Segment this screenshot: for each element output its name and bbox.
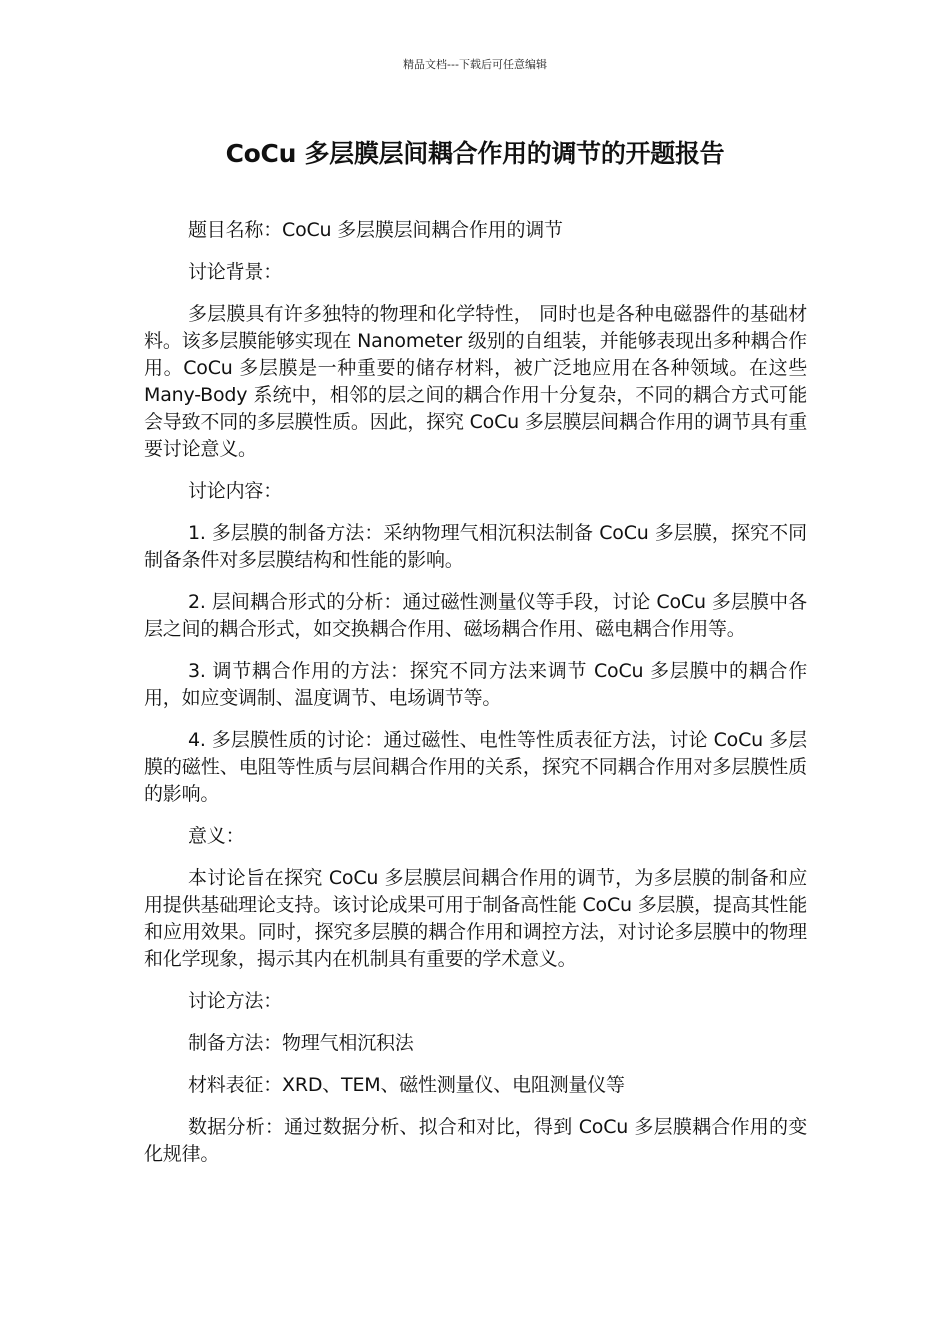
document-title: CoCu 多层膜层间耦合作用的调节的开题报告: [225, 139, 725, 168]
paragraph-content-item-4: 4. 多层膜性质的讨论：通过磁性、电性等性质表征方法，讨论 CoCu 多层膜的磁性、电阻等性质与层间耦合作用的关系，探究不同耦合作用对多层膜性质的影响。: [144, 729, 807, 805]
header-note: 精品文档---下载后可任意编辑: [403, 58, 547, 71]
paragraph-content-item-1: 1. 多层膜的制备方法：采纳物理气相沉积法制备 CoCu 多层膜，探究不同制备条件对多层膜结构和性能的影响。: [144, 522, 807, 571]
heading-content: 讨论内容：: [188, 480, 283, 502]
paragraph-topic-name: 题目名称：CoCu 多层膜层间耦合作用的调节: [188, 219, 563, 241]
paragraph-method-analysis: 数据分析：通过数据分析、拟合和对比，得到 CoCu 多层膜耦合作用的变化规律。: [144, 1116, 807, 1165]
paragraph-content-item-2: 2. 层间耦合形式的分析：通过磁性测量仪等手段，讨论 CoCu 多层膜中各层之间的耦合形式，如交换耦合作用、磁场耦合作用、磁电耦合作用等。: [144, 591, 807, 640]
paragraph-background: 多层膜具有许多独特的物理和化学特性， 同时也是各种电磁器件的基础材料。该多层膜能够实现在 Nanometer 级别的自组装，并能够表现出多种耦合作用。CoCu 多层膜是一种重要的储存材料，被广泛地应用在各种领域。在这些 Many-Body 系统中，相邻的层之间的耦合作用十分复杂，不同的耦合方式可能会导致不同的多层膜性质。因此，探究 CoCu 多层膜层间耦合作用的调节具有重要讨论意义。: [144, 303, 807, 460]
heading-significance: 意义：: [188, 825, 245, 847]
heading-background: 讨论背景：: [188, 261, 283, 283]
paragraph-method-characterization: 材料表征：XRD、TEM、磁性测量仪、电阻测量仪等: [188, 1074, 625, 1096]
document-body: [144, 217, 807, 1183]
paragraph-method-preparation: 制备方法：物理气相沉积法: [188, 1032, 414, 1054]
paragraph-significance: 本讨论旨在探究 CoCu 多层膜层间耦合作用的调节，为多层膜的制备和应用提供基础理论支持。该讨论成果可用于制备高性能 CoCu 多层膜，提高其性能和应用效果。同时，探究多层膜的耦合作用和调控方法，对讨论多层膜中的物理和化学现象，揭示其内在机制具有重要的学术意义。: [144, 867, 807, 970]
heading-methods: 讨论方法：: [188, 990, 283, 1012]
paragraph-content-item-3: 3. 调节耦合作用的方法：探究不同方法来调节 CoCu 多层膜中的耦合作用，如应变调制、温度调节、电场调节等。: [144, 660, 807, 709]
